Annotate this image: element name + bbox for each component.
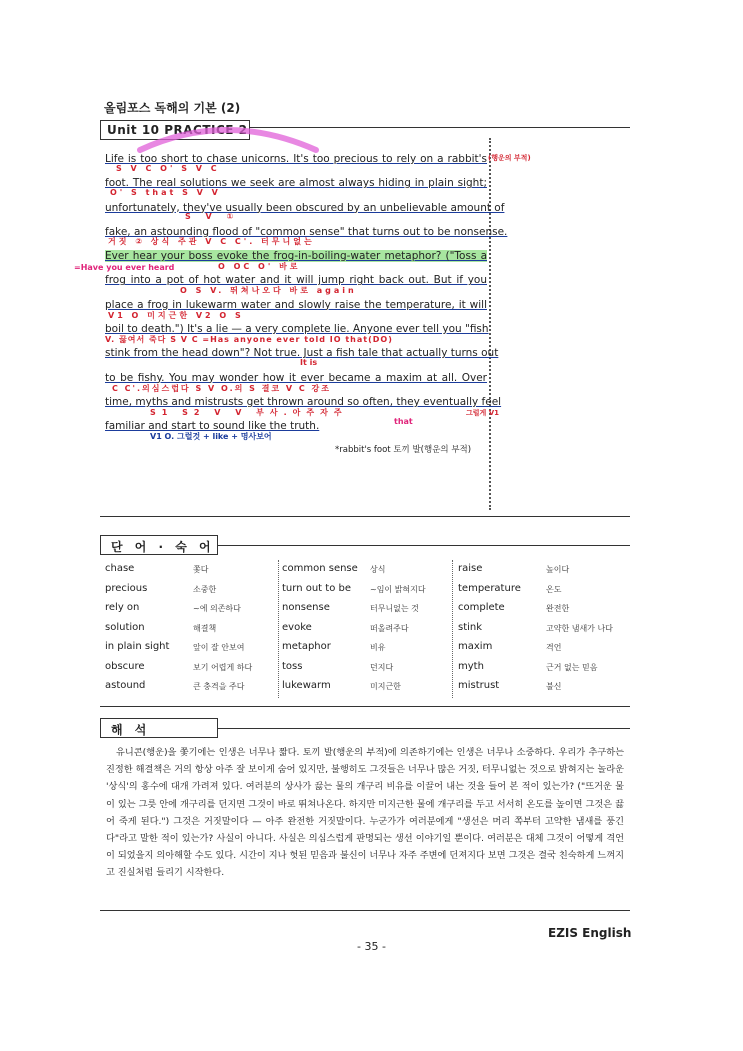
vocab-row: chase 쫓다 <box>105 563 209 574</box>
passage-line: place a frog in lukewarm water and slowly raise the temperature, it will <box>105 298 487 311</box>
annotation-line1: S V C O' S V C <box>116 164 220 173</box>
annotation-line6: O S V. 뛰쳐나오다 바로 again <box>180 286 357 295</box>
vocab-row: raise 높이다 <box>458 563 570 574</box>
vocab-row: toss 던지다 <box>282 660 394 672</box>
annotation-it-is: It is <box>300 358 318 367</box>
vocab-row: precious 소중한 <box>105 582 217 594</box>
passage-line: unfortunately, they've usually been obscured by an unbelievable amount of <box>105 201 505 214</box>
annotation-rabbit-foot: (행운의 부적) <box>488 154 531 162</box>
annotation-line5: O OC O' 바로 <box>218 262 301 271</box>
brand-name: EZIS English <box>548 926 632 940</box>
vocab-row: mistrust 불신 <box>458 680 562 691</box>
annotation-line11: V1 O. 그럴것 + like + 명사보어 <box>150 432 272 441</box>
vocab-row: rely on ~에 의존하다 <box>105 602 241 613</box>
annotation-line11-right: 그럴게 V1 <box>466 409 500 417</box>
vocab-column <box>282 563 452 700</box>
passage-line: Life is too short to chase unicorns. It's too precious to rely on a rabbit's <box>105 153 487 165</box>
vocab-title-line <box>218 545 630 546</box>
vocab-section-title: 단 어 · 숙 어 <box>100 535 218 555</box>
footer-rule <box>100 910 630 911</box>
vocab-row: maxim 격언 <box>458 641 562 652</box>
passage-line: foot. The real solutions we seek are almost always hiding in plain sight; <box>105 177 487 190</box>
translation-top-rule <box>100 706 630 707</box>
annotation-line10: S1 S2 V V 부사.아주자주 <box>150 408 348 417</box>
vocab-column <box>458 563 628 700</box>
annotation-have-you-heard: =Have you ever heard <box>74 263 175 272</box>
vocab-row: turn out to be ~임이 밝혀지다 <box>282 582 426 594</box>
passage-line: boil to death.") It's a lie — a very complete lie. Anyone ever tell you "fish <box>105 323 489 336</box>
vocab-top-rule <box>100 516 630 517</box>
annotation-line3: S V ① <box>185 212 240 221</box>
vocab-row: solution 해결책 <box>105 621 217 633</box>
passage-dotted-divider <box>489 138 491 510</box>
highlighter-arc <box>136 116 336 156</box>
vocab-column-divider <box>278 560 279 698</box>
annotation-line8: V. 끓여서 죽다 S V C =Has anyone ever told IO that(DO) <box>105 335 393 344</box>
translation-section-title: 해 석 <box>100 718 218 738</box>
vocab-row: complete 완전한 <box>458 602 570 613</box>
vocab-column-divider <box>452 560 453 698</box>
vocab-row: astound 큰 충격을 주다 <box>105 680 245 691</box>
annotation-line7: V1 O 미지근한 V2 O S <box>108 311 244 320</box>
vocab-row: obscure 보기 어렵게 하다 <box>105 660 253 672</box>
passage-line: to be fishy. You may wonder how it ever became a maxim at all. Over <box>105 371 487 384</box>
vocab-row: lukewarm 미지근한 <box>282 680 401 691</box>
translation-text: 유니콘(행운)을 쫓기에는 인생은 너무나 짧다. 토끼 발(행운의 부적)에 의존하기에는 인생은 너무나 소중하다. 우리가 추구하는 진정한 해결책은 거의 항상 아주 잘 보이게 숨어 있지만, 불행히도 그것들은 너무나 많은 거짓, 터무니없는 것으로 밝혀지는 놀라운 '상식'의 홍수에 대개 가려져 있다. 여러분의 상사가 끓는 물의 개구리 비유를 이끌어 내는 것을 들어 본 적이 있는가? ("뜨거운 물이 있는 그릇 안에 개구리를 던지면 그것이 바로 뛰쳐나온다. 하지만 미지근한 물에 개구리를 두고 서서히 온도를 높이면 그것은 끓어 죽게 된다.") 그것은 거짓말이다 — 아주 완전한 거짓말이다. 누군가가 여러분에게 "생선은 머리 쪽부터 고약한 냄새를 풍긴다"라고 말한 적이 있는가? 사실이 아니다. 사실은 의심스럽게 판명되는 생선 이야기일 뿐이다. 여러분은 대체 그것이 어떻게 격언이 되었을지 의아해할 수도 있다. 시간이 지나 헛된 믿음과 불신이 너무나 자주 주변에 던져지다 보면 그것은 결국 친숙하게 느껴지고 진실처럼 들리기 시작한다. <box>106 747 624 879</box>
passage-line: Ever hear your boss evoke the frog-in-boiling-water metaphor? ("Toss a <box>105 250 487 263</box>
vocab-row: common sense 상식 <box>282 563 386 574</box>
vocab-column <box>105 563 275 700</box>
annotation-line2: O' S that S V V <box>110 188 221 197</box>
vocab-row: metaphor 비유 <box>282 641 386 652</box>
annotation-line9: C C'.의심스럽다 S V O.의 S 결코 V C 강조 <box>112 384 332 393</box>
book-title: 올림포스 독해의 기본 (2) <box>104 101 241 115</box>
vocab-row: stink 고약한 냄새가 나다 <box>458 621 613 633</box>
passage-line: frog into a pot of hot water and it will jump right back out. But if you <box>105 274 487 287</box>
rabbit-foot-footnote: *rabbit's foot 토끼 발(행운의 부적) <box>335 445 472 455</box>
vocab-row: evoke 떠올려주다 <box>282 621 409 633</box>
vocab-row: temperature 온도 <box>458 582 562 594</box>
passage-line: time, myths and mistrusts get thrown around so often, they eventually feel <box>105 395 502 408</box>
vocab-row: in plain sight 앞이 잘 안보여 <box>105 641 245 652</box>
unit-label: Unit 10 PRACTICE 2 <box>100 120 250 140</box>
vocab-row: nonsense 터무니없는 것 <box>282 602 419 613</box>
passage-line: familiar and start to sound like the truth. <box>105 420 320 433</box>
passage-line: fake, an astounding flood of "common sense" that turns out to be nonsense. <box>105 225 508 238</box>
annotation-that: that <box>394 417 413 426</box>
page-number: - 35 - <box>357 940 386 953</box>
translation-title-line <box>218 728 630 729</box>
annotation-line4: 거짓 ② 상식 주관 V C C'. 터무니없는 <box>108 237 315 246</box>
vocab-row: myth 근거 없는 믿음 <box>458 660 598 672</box>
passage-line: stink from the head down"? Not true. Just a fish tale that actually turns out <box>105 347 499 360</box>
